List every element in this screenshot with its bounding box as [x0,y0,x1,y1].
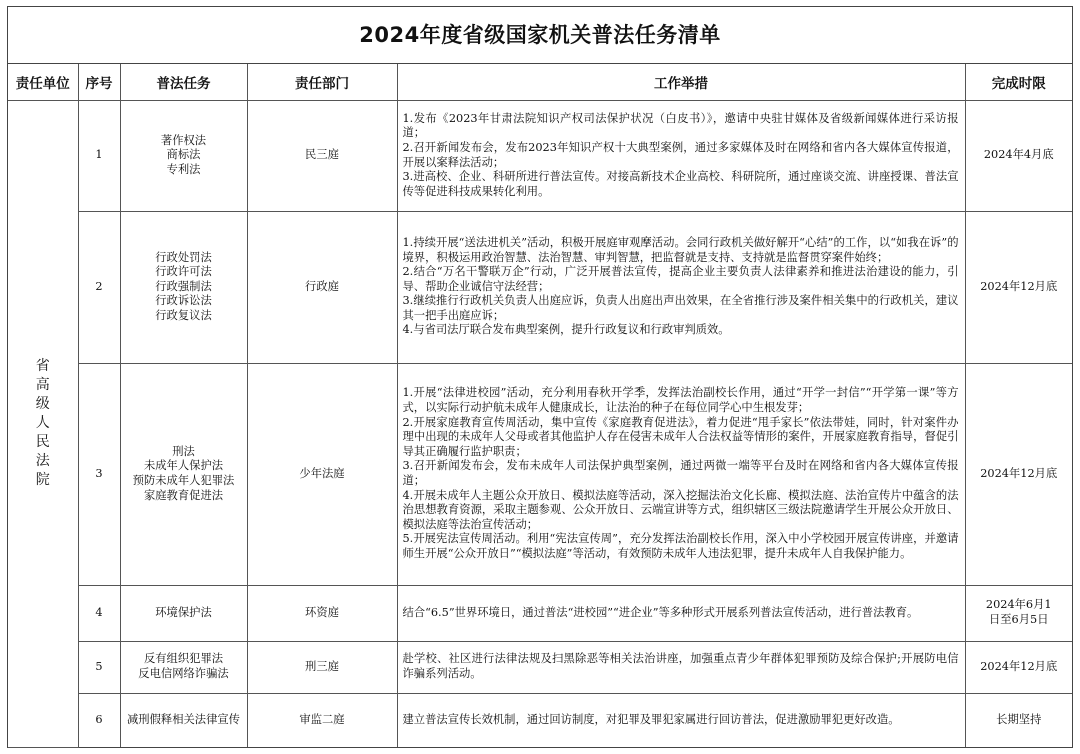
task-item: 行政处罚法 [155,250,212,264]
measures-cell [397,363,965,585]
task-item: 著作权法 [160,133,207,147]
row-number: 1 [78,100,120,211]
measure-item: 建立普法宣传长效机制，通过回访制度，对犯罪及罪犯家属进行回访普法，促进激励罪犯更好改造。 [402,712,900,726]
page-title: 2024年度省级国家机关普法任务清单 [8,7,1072,64]
responsible-unit: 省高级人民法院 [35,358,50,488]
task-item: 行政诉讼法 [155,294,212,308]
task-item: 反电信网络诈骗法 [138,667,229,680]
table-row [8,363,1072,585]
task-table [8,64,1072,748]
task-item: 反有组织犯罪法 [143,652,224,666]
task-item: 环境保护法 [155,605,212,619]
deadline: 2024年12月底 [965,641,1072,693]
task-item: 刑法 [172,444,195,458]
row-number: 6 [78,693,120,747]
task-item: 商标法 [166,148,201,162]
department: 刑三庭 [247,641,397,693]
measure-item: 3.召开新闻发布会，发布未成年人司法保护典型案例，通过两微一端等平台及时在网络和省内各大媒体宣传报道； [402,459,959,487]
measure-item: 4.与省司法厅联合发布典型案例，提升行政复议和行政审判质效。 [402,323,730,337]
task-cell [120,363,247,585]
deadline-text: 2024年6月1日至6月5日 [985,598,1052,626]
measures-cell [397,641,965,693]
measure-item: 2.召开新闻发布会，发布2023年知识产权十大典型案例，通过多家媒体及时在网络和省内各大媒体宣传报道，开展以案释法活动； [402,140,959,169]
measures-cell [397,585,965,641]
row-number: 2 [78,211,120,363]
header-deadline: 完成时限 [965,64,1072,100]
measure-item: 4.开展未成年人主题公众开放日、模拟法庭等活动，深入挖掘法治文化长廊、模拟法庭、法治宣传片中蕴含的法治思想教育资源，采取主题参观、公众开放日、云端宣讲等方式，组织辖区三级法院邀请学生开展公众开放日、模拟法庭等法治宣传活动； [402,488,959,531]
header-no: 序号 [78,64,120,100]
measure-item: 1.开展“法律进校园”活动，充分利用春秋开学季，发挥法治副校长作用，通过“开学一封信”“开学第一课”等方式，以实际行动护航未成年人健康成长，让法治的种子在每位同学心中生根发芽； [402,386,959,415]
deadline: 2024年4月底 [965,100,1072,211]
task-item: 未成年人保护法 [143,459,224,473]
header-dept: 责任部门 [247,64,397,100]
deadline: 2024年12月底 [965,211,1072,363]
measure-item: 3.进高校、企业、科研所进行普法宣传。对接高新技术企业高校、科研院所，通过座谈交流、讲座授课、普法宣传等促进科技成果转化利用。 [402,170,959,198]
table-row [8,693,1072,747]
task-item: 专利法 [166,162,201,176]
department: 审监二庭 [247,693,397,747]
header-row [8,64,1072,100]
measures-cell [397,100,965,211]
task-item: 预防未成年人犯罪法 [132,474,235,487]
task-item: 行政强制法 [155,279,212,293]
task-cell [120,211,247,363]
measure-item: 1.发布《2023年甘肃法院知识产权司法保护状况（白皮书）》，邀请中央驻甘媒体及省级新闻媒体进行采访报道； [402,111,959,140]
table-row [8,100,1072,211]
table-row [8,585,1072,641]
measure-item: 赴学校、社区进行法律法规及扫黑除恶等相关法治讲座，加强重点青少年群体犯罪预防及综合保护;开展防电信诈骗系列活动。 [402,652,959,680]
measures-cell [397,693,965,747]
measure-item: 2.结合“万名干警联万企”行动，广泛开展普法宣传，提高企业主要负责人法律素养和推进法治建设的能力，引导、帮助企业诚信守法经营； [402,265,959,293]
deadline [965,585,1072,641]
measures-cell [397,211,965,363]
row-number: 3 [78,363,120,585]
task-cell [120,641,247,693]
task-item: 行政复议法 [155,308,212,322]
task-cell [120,693,247,747]
task-item: 家庭教育促进法 [143,488,224,502]
table-row [8,641,1072,693]
measure-item: 3.继续推行行政机关负责人出庭应诉，负责人出庭出声出效果，在全省推行涉及案件相关集中的行政机关，建议其一把手出庭应诉； [402,294,959,322]
measure-item: 2.开展家庭教育宣传周活动，集中宣传《家庭教育促进法》，着力促进“甩手家长”依法带娃，同时，针对案件办理中出现的未成年人父母或者其他监护人存在侵害未成年人合法权益等情形的案件，开展家庭教育指导，督促引导其正确履行监护职责； [402,415,959,458]
header-unit: 责任单位 [8,64,78,100]
department: 行政庭 [247,211,397,363]
row-number: 5 [78,641,120,693]
task-cell [120,100,247,211]
department: 民三庭 [247,100,397,211]
responsible-unit-cell [8,100,78,747]
task-item: 行政许可法 [155,265,212,279]
measure-item: 5.开展宪法宣传周活动。利用“宪法宣传周”，充分发挥法治副校长作用，深入中小学校园开展宣传讲座，并邀请师生开展“公众开放日”“模拟法庭”等活动，有效预防未成年人违法犯罪，提升未成年人自我保护能力。 [402,532,959,560]
deadline: 2024年12月底 [965,363,1072,585]
header-task: 普法任务 [120,64,247,100]
measure-item: 结合“6.5”世界环境日，通过普法“进校园”“进企业”等多种形式开展系列普法宣传活动，进行普法教育。 [402,605,919,619]
header-measures: 工作举措 [397,64,965,100]
measure-item: 1.持续开展“送法进机关”活动，积极开展庭审观摩活动。会同行政机关做好解开“心结”的工作，以“如我在诉”的境界，积极运用政治智慧、法治智慧、审判智慧，把监督就是支持、支持就是监督贯穿案件始终； [402,235,959,264]
row-number: 4 [78,585,120,641]
task-item: 减刑假释相关法律宣传 [127,712,240,726]
task-list-sheet [7,6,1073,748]
task-cell [120,585,247,641]
department: 环资庭 [247,585,397,641]
department: 少年法庭 [247,363,397,585]
deadline: 长期坚持 [965,693,1072,747]
table-row [8,211,1072,363]
